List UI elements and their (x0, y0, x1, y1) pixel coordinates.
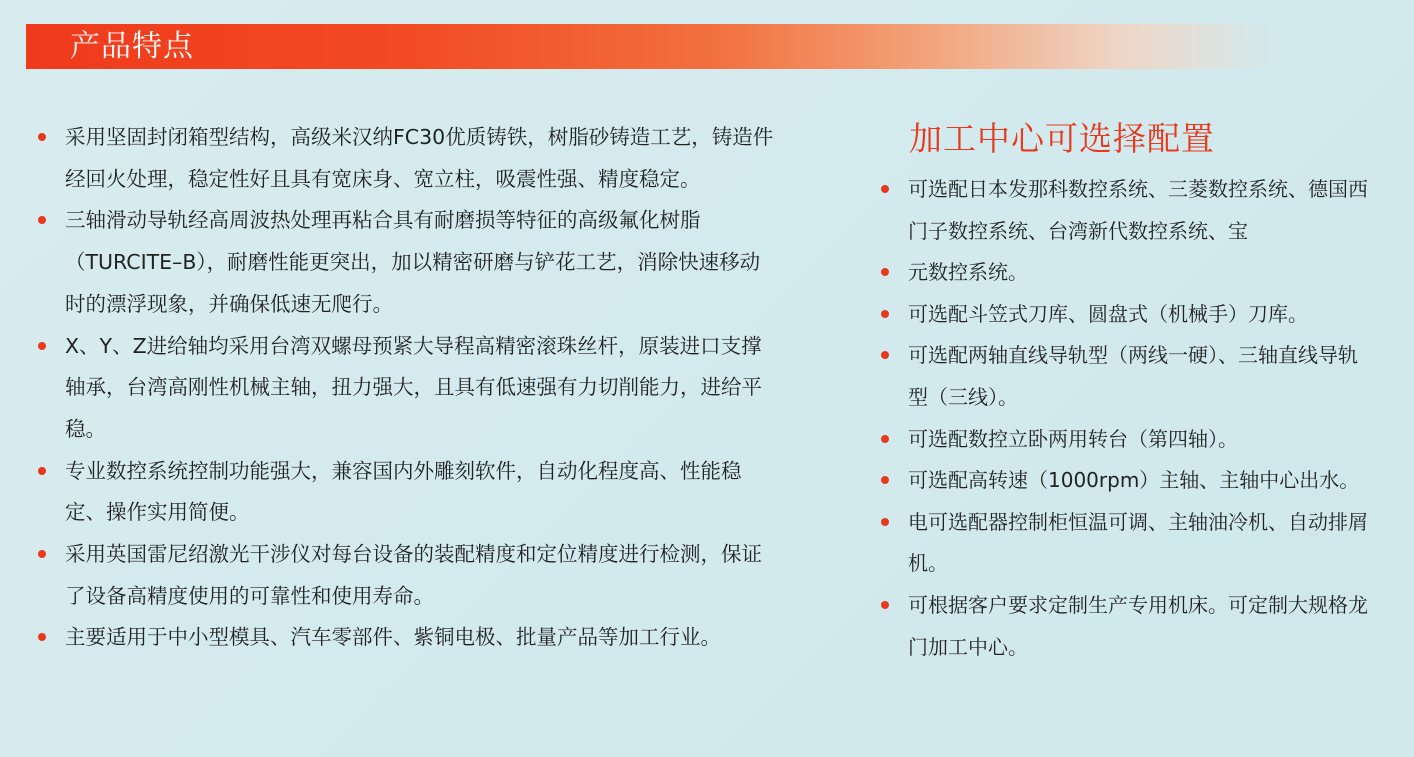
bullet-dot-icon (881, 351, 889, 359)
option-item (877, 294, 1377, 336)
bullet-dot-icon (38, 216, 46, 224)
feature-item (34, 534, 774, 617)
bullet-dot-icon (881, 435, 889, 443)
feature-item (34, 326, 774, 451)
bullet-dot-icon (881, 601, 889, 609)
section-title: 产品特点 (70, 29, 194, 64)
product-features-column (34, 117, 774, 659)
option-item (877, 460, 1377, 502)
option-item (877, 419, 1377, 461)
bullet-dot-icon (881, 310, 889, 318)
option-text: 可选配高转速（1000rpm）主轴、主轴中心出水。 (908, 468, 1360, 493)
bullet-dot-icon (881, 518, 889, 526)
option-text: 可选配斗笠式刀库、圆盘式（机械手）刀库。 (908, 301, 1308, 326)
bullet-dot-icon (881, 185, 889, 193)
bullet-dot-icon (38, 133, 46, 141)
optional-config-title: 加工中心可选择配置 (909, 119, 1215, 158)
bullet-dot-icon (38, 633, 46, 641)
option-text: 可根据客户要求定制生产专用机床。可定制大规格龙门加工中心。 (908, 592, 1368, 659)
feature-text: X、Y、Z进给轴均采用台湾双螺母预紧大导程高精密滚珠丝杆，原装进口支撑轴承，台湾高刚性机械主轴，扭力强大，且具有低速强有力切削能力，进给平稳。 (65, 333, 762, 441)
feature-text: 三轴滑动导轨经高周波热处理再粘合具有耐磨损等特征的高级氟化树脂（TURCITE–B），耐磨性能更突出，加以精密研磨与铲花工艺，消除快速移动时的漂浮现象，并确保低速无爬行。 (65, 208, 761, 316)
option-item (877, 169, 1377, 252)
option-item (877, 502, 1377, 585)
feature-text: 主要适用于中小型模具、汽车零部件、紫铜电极、批量产品等加工行业。 (65, 625, 721, 650)
section-header-bar (26, 24, 1276, 69)
option-item (877, 252, 1377, 294)
features-list (34, 117, 774, 659)
bullet-dot-icon (38, 550, 46, 558)
option-text: 元数控系统。 (908, 260, 1028, 285)
feature-text: 专业数控系统控制功能强大，兼容国内外雕刻软件，自动化程度高、性能稳定、操作实用简便。 (65, 458, 742, 525)
bullet-dot-icon (881, 476, 889, 484)
option-text: 可选配数控立卧两用转台（第四轴）。 (908, 426, 1238, 451)
bullet-dot-icon (38, 467, 46, 475)
option-text: 可选配两轴直线导轨型（两线一硬）、三轴直线导轨型（三线）。 (908, 343, 1358, 409)
option-text: 可选配日本发那科数控系统、三菱数控系统、德国西门子数控系统、台湾新代数控系统、宝 (908, 177, 1368, 243)
options-list (877, 169, 1377, 668)
feature-item (34, 451, 774, 534)
feature-item (34, 117, 774, 200)
feature-item (34, 617, 774, 659)
feature-text: 采用英国雷尼绍激光干涉仪对每台设备的装配精度和定位精度进行检测，保证了设备高精度使用的可靠性和使用寿命。 (65, 542, 762, 608)
feature-text: 采用坚固封闭箱型结构，高级米汉纳FC30优质铸铁，树脂砂铸造工艺，铸造件经回火处理，稳定性好且具有宽床身、宽立柱，吸震性强、精度稳定。 (65, 125, 774, 191)
bullet-dot-icon (38, 342, 46, 350)
option-item (877, 585, 1377, 668)
optional-config-column (877, 117, 1377, 668)
bullet-dot-icon (881, 268, 889, 276)
option-item (877, 335, 1377, 418)
option-text: 电可选配器控制柜恒温可调、主轴油冷机、自动排屑机。 (908, 509, 1368, 576)
feature-item (34, 200, 774, 325)
